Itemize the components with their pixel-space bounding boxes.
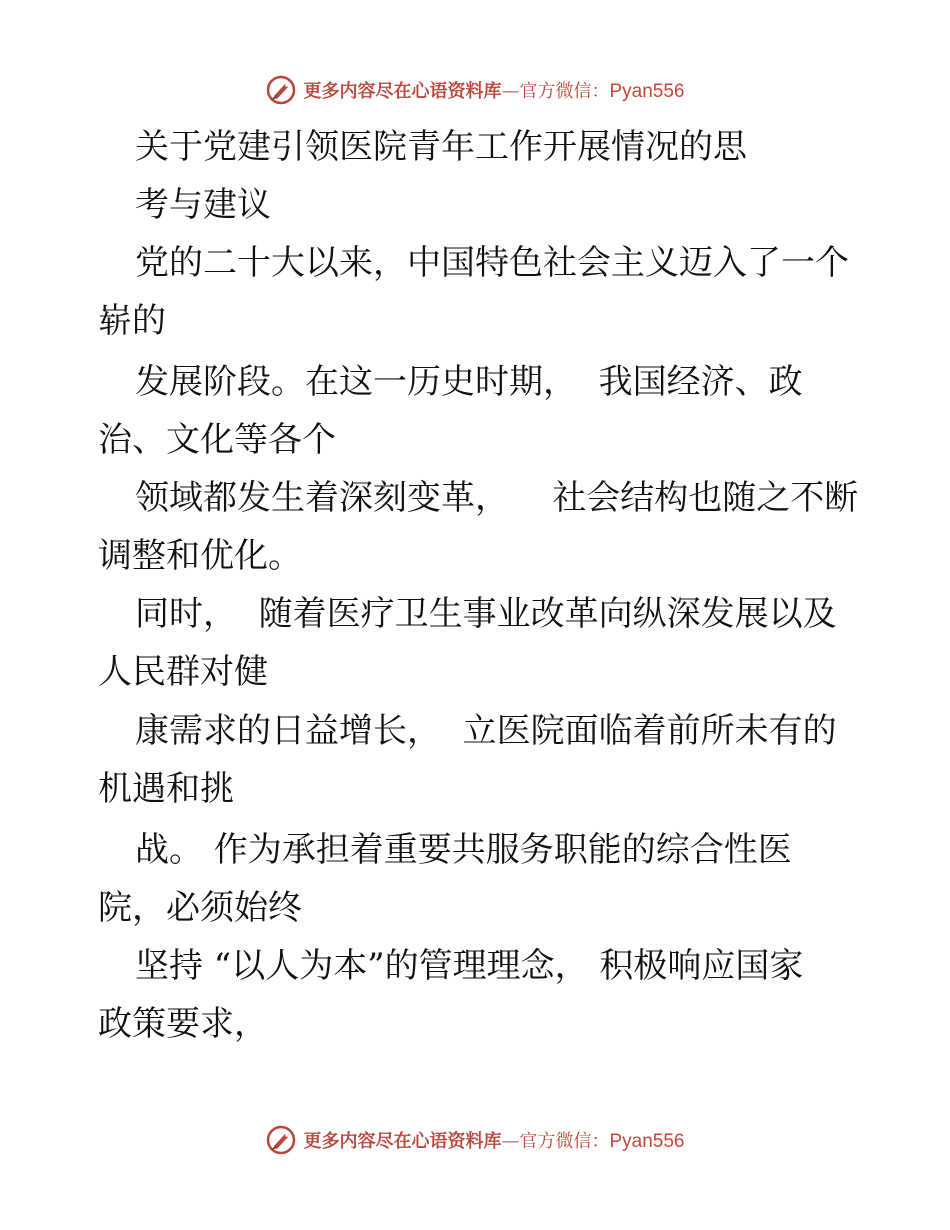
watermark-wechat-id: Pyan556 — [609, 81, 685, 102]
paragraph-line: 战。 作为承担着重要共服务职能的综合性医 — [135, 830, 792, 870]
watermark-wechat-id: Pyan556 — [609, 1131, 685, 1152]
watermark-official-label: 官方微信： — [519, 81, 610, 102]
document-title-line-2: 考与建议 — [135, 185, 271, 225]
paragraph-line: 发展阶段。在这一历史时期， 我国经济、政 — [135, 362, 803, 402]
paragraph-line: 党的二十大以来，中国特色社会主义迈入了一个 — [135, 243, 849, 283]
watermark-official-label: 官方微信： — [519, 1131, 610, 1152]
paragraph-line: 崭的 — [98, 301, 166, 341]
footer-watermark — [0, 1120, 950, 1160]
paragraph-line: 治、文化等各个 — [98, 420, 336, 460]
paragraph-line: 政策要求， — [98, 1004, 268, 1044]
watermark-text — [303, 1127, 684, 1153]
paragraph-line: 人民群对健 — [98, 652, 268, 692]
paragraph-line: 调整和优化。 — [98, 536, 302, 576]
paragraph-line: 院，必须始终 — [98, 888, 302, 928]
watermark-site-name: 更多内容尽在心语资料库 — [303, 81, 502, 102]
watermark-dash: — — [501, 1131, 520, 1152]
paragraph-line: 机遇和挑 — [98, 769, 234, 809]
header-watermark — [0, 70, 950, 110]
paragraph-line: 坚持 “以人为本”的管理理念， 积极响应国家 — [135, 946, 804, 986]
watermark-text — [303, 77, 684, 103]
paragraph-line: 同时， 随着医疗卫生事业改革向纵深发展以及 — [135, 594, 837, 634]
fountain-pen-logo-icon — [265, 1124, 297, 1156]
document-title-line-1: 关于党建引领医院青年工作开展情况的思 — [135, 127, 747, 167]
paragraph-line: 领域都发生着深刻变革， 社会结构也随之不断 — [135, 478, 859, 518]
paragraph-line: 康需求的日益增长， 立医院面临着前所未有的 — [135, 711, 837, 751]
watermark-dash: — — [501, 81, 520, 102]
watermark-site-name: 更多内容尽在心语资料库 — [303, 1131, 502, 1152]
fountain-pen-logo-icon — [265, 74, 297, 106]
